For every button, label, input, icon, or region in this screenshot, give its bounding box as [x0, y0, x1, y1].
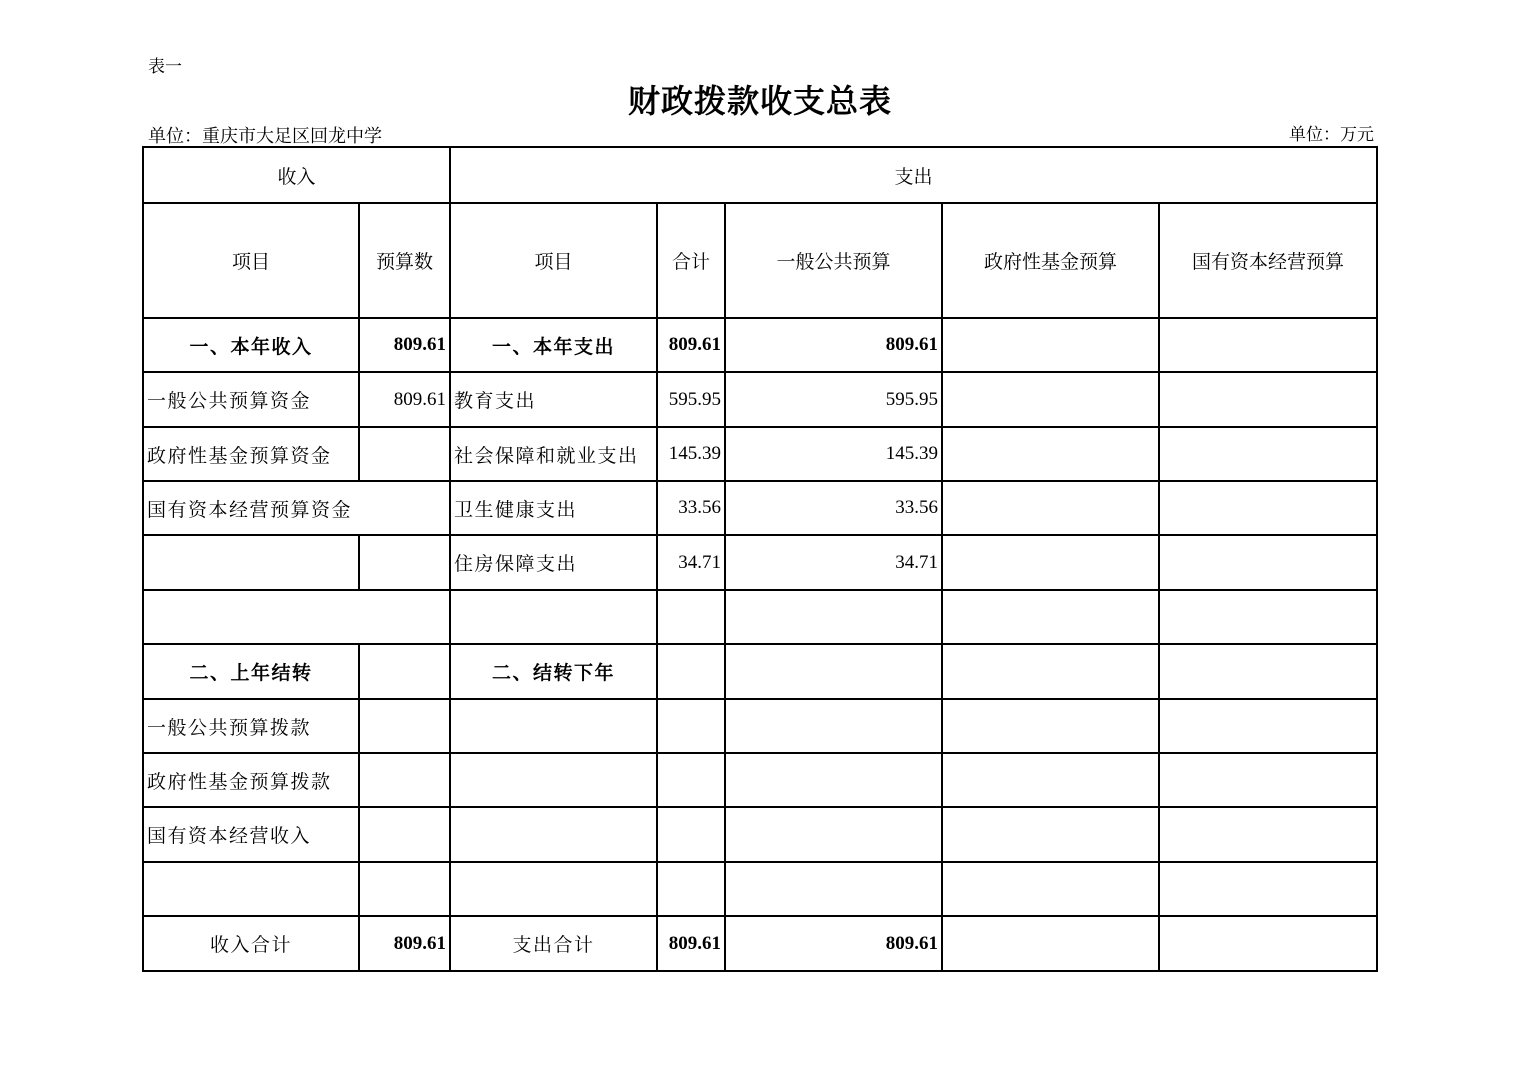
capital-budget-cell	[1159, 862, 1377, 916]
unit-currency: 单位：万元	[1289, 125, 1374, 145]
expense-item-cell: 一、本年支出	[450, 318, 657, 372]
table-row	[143, 318, 1377, 372]
header-income-item: 项目	[143, 203, 359, 318]
total-cell: 809.61	[657, 318, 725, 372]
fund-budget-cell	[942, 916, 1159, 971]
general-budget-cell: 33.56	[725, 481, 942, 535]
income-value-cell: 809.61	[359, 318, 450, 372]
fund-budget-cell	[942, 481, 1159, 535]
table-row	[143, 807, 1377, 862]
page-title: 财政拨款收支总表	[627, 82, 892, 120]
header-total: 合计	[657, 203, 725, 318]
capital-budget-cell	[1159, 372, 1377, 427]
header-row-columns	[143, 203, 1377, 318]
fund-budget-cell	[942, 807, 1159, 862]
total-cell	[657, 807, 725, 862]
header-row-sections	[143, 147, 1377, 203]
fund-budget-cell	[942, 590, 1159, 644]
header-fund-budget: 政府性基金预算	[942, 203, 1159, 318]
income-item-cell: 国有资本经营收入	[143, 807, 359, 862]
income-value-cell	[359, 644, 450, 699]
table-row	[143, 535, 1377, 590]
income-item-cell: 政府性基金预算资金	[143, 427, 359, 481]
general-budget-cell	[725, 699, 942, 753]
income-total-label: 收入合计	[143, 916, 359, 971]
expense-item-cell: 社会保障和就业支出	[450, 427, 657, 481]
table-row	[143, 590, 1377, 644]
income-item-cell: 二、上年结转	[143, 644, 359, 699]
table-row-total	[143, 916, 1377, 971]
budget-table	[142, 146, 1378, 972]
total-cell: 145.39	[657, 427, 725, 481]
total-cell: 809.61	[657, 916, 725, 971]
capital-budget-cell	[1159, 535, 1377, 590]
income-value-cell	[359, 427, 450, 481]
income-value-cell	[359, 699, 450, 753]
income-item-cell: 政府性基金预算拨款	[143, 753, 359, 807]
fund-budget-cell	[942, 372, 1159, 427]
capital-budget-cell	[1159, 318, 1377, 372]
expense-item-cell: 二、结转下年	[450, 644, 657, 699]
income-item-cell	[143, 862, 359, 916]
general-budget-cell	[725, 862, 942, 916]
expense-item-cell	[450, 699, 657, 753]
income-item-cell: 一般公共预算资金	[143, 372, 359, 427]
total-cell	[657, 644, 725, 699]
capital-budget-cell	[1159, 644, 1377, 699]
general-budget-cell	[725, 644, 942, 699]
expense-item-cell	[450, 807, 657, 862]
income-item-cell: 一、本年收入	[143, 318, 359, 372]
income-item-cell: 一般公共预算拨款	[143, 699, 359, 753]
expense-item-cell	[450, 862, 657, 916]
expense-item-cell: 卫生健康支出	[450, 481, 657, 535]
total-cell: 595.95	[657, 372, 725, 427]
header-income: 收入	[143, 147, 450, 203]
income-item-cell: 国有资本经营预算资金	[143, 481, 450, 535]
fund-budget-cell	[942, 535, 1159, 590]
table-row	[143, 862, 1377, 916]
table-row	[143, 699, 1377, 753]
income-value-cell	[359, 862, 450, 916]
fund-budget-cell	[942, 753, 1159, 807]
table-row	[143, 753, 1377, 807]
income-item-cell	[143, 535, 359, 590]
capital-budget-cell	[1159, 753, 1377, 807]
header-expense: 支出	[450, 147, 1377, 203]
capital-budget-cell	[1159, 427, 1377, 481]
expense-item-cell: 住房保障支出	[450, 535, 657, 590]
header-general-budget: 一般公共预算	[725, 203, 942, 318]
general-budget-cell: 595.95	[725, 372, 942, 427]
income-item-cell	[143, 590, 450, 644]
total-cell	[657, 862, 725, 916]
income-value-cell	[359, 535, 450, 590]
table-row	[143, 644, 1377, 699]
fund-budget-cell	[942, 862, 1159, 916]
total-cell: 34.71	[657, 535, 725, 590]
table-row	[143, 481, 1377, 535]
expense-total-label: 支出合计	[450, 916, 657, 971]
capital-budget-cell	[1159, 807, 1377, 862]
expense-item-cell	[450, 590, 657, 644]
income-total-value: 809.61	[359, 916, 450, 971]
income-value-cell	[359, 807, 450, 862]
fund-budget-cell	[942, 699, 1159, 753]
table-label: 表一	[148, 57, 182, 77]
general-budget-cell: 809.61	[725, 318, 942, 372]
total-cell	[657, 699, 725, 753]
capital-budget-cell	[1159, 699, 1377, 753]
total-cell	[657, 753, 725, 807]
capital-budget-cell	[1159, 590, 1377, 644]
total-cell: 33.56	[657, 481, 725, 535]
income-value-cell: 809.61	[359, 372, 450, 427]
capital-budget-cell	[1159, 916, 1377, 971]
capital-budget-cell	[1159, 481, 1377, 535]
header-expense-item: 项目	[450, 203, 657, 318]
general-budget-cell	[725, 753, 942, 807]
fund-budget-cell	[942, 318, 1159, 372]
table-row	[143, 372, 1377, 427]
expense-item-cell: 教育支出	[450, 372, 657, 427]
fund-budget-cell	[942, 644, 1159, 699]
header-income-budget: 预算数	[359, 203, 450, 318]
table-row	[143, 427, 1377, 481]
expense-item-cell	[450, 753, 657, 807]
general-budget-cell	[725, 590, 942, 644]
income-value-cell	[359, 753, 450, 807]
general-budget-cell: 34.71	[725, 535, 942, 590]
total-cell	[657, 590, 725, 644]
unit-organization: 单位：重庆市大足区回龙中学	[148, 126, 382, 147]
general-budget-cell: 809.61	[725, 916, 942, 971]
fund-budget-cell	[942, 427, 1159, 481]
general-budget-cell	[725, 807, 942, 862]
general-budget-cell: 145.39	[725, 427, 942, 481]
header-capital-budget: 国有资本经营预算	[1159, 203, 1377, 318]
